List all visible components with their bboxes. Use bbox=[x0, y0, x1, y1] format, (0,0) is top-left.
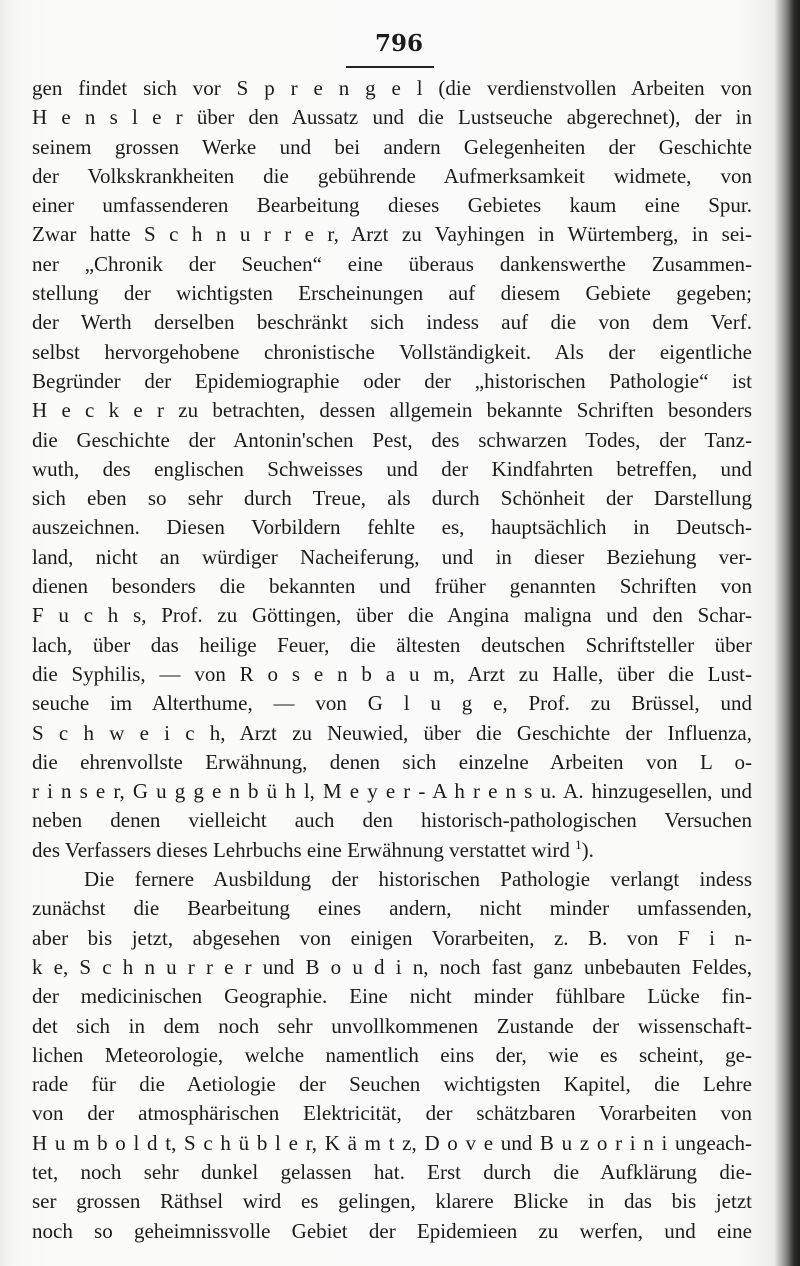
text-line: seinem grossen Werke und bei andern Gelegenheiten der Geschichte bbox=[32, 134, 752, 159]
text-line: H u m b o l d t, S c h ü b l e r, K ä m t z, D o v e und B u z o r i n i ungeach- bbox=[32, 1130, 752, 1155]
text-line-content: des Verfassers dieses Lehrbuchs eine Erwähnung verstattet wird bbox=[32, 837, 570, 862]
text-line: neben denen vielleicht auch den historisch-pathologischen Versuchen bbox=[32, 808, 752, 833]
text-line: der Volkskrankheiten die gebührende Aufmerksamkeit widmete, von bbox=[32, 163, 752, 188]
text-line: lichen Meteorologie, welche namentlich eins der, wie es scheint, ge- bbox=[32, 1042, 752, 1067]
text-line: r i n s e r, G u g g e n b ü h l, M e y e r - A h r e n s u. A. hinzugesellen, und bbox=[32, 779, 752, 804]
footnote-marker: 1 bbox=[575, 836, 582, 852]
text-line: Zwar hatte S c h n u r r e r, Arzt zu Vayhingen in Würtemberg, in sei- bbox=[32, 222, 752, 247]
text-line: F u c h s, Prof. zu Göttingen, über die Angina maligna und den Schar- bbox=[32, 603, 752, 628]
text-line: ser grossen Räthsel wird es gelingen, klarere Blicke in das bis jetzt bbox=[32, 1189, 752, 1214]
text-line: rade für die Aetiologie der Seuchen wichtigsten Kapitel, die Lehre bbox=[32, 1072, 752, 1097]
text-line: k e, S c h n u r r e r und B o u d i n, noch fast ganz unbebauten Feldes, bbox=[32, 954, 752, 979]
text-line: einer umfassenderen Bearbeitung dieses Gebietes kaum eine Spur. bbox=[32, 193, 752, 218]
text-line: gen findet sich vor S p r e n g e l (die verdienstvollen Arbeiten von bbox=[32, 76, 752, 100]
text-line: dienen besonders die bekannten und früher genannten Schriften von bbox=[32, 574, 752, 599]
text-line: die ehrenvollste Erwähnung, denen sich einzelne Arbeiten von L o- bbox=[32, 749, 752, 774]
body-text bbox=[32, 74, 752, 1246]
text-line: S c h w e i c h, Arzt zu Neuwied, über die Geschichte der Influenza, bbox=[32, 720, 752, 745]
text-line: ner „Chronik der Seuchen“ eine überaus dankenswerthe Zusammen- bbox=[32, 251, 752, 276]
paragraph-start-line: Die fernere Ausbildung der historischen Pathologie verlangt indess bbox=[84, 867, 752, 892]
text-line: land, nicht an würdiger Nacheiferung, und in dieser Beziehung ver- bbox=[32, 544, 752, 569]
text-line: aber bis jetzt, abgesehen von einigen Vorarbeiten, z. B. von F i n- bbox=[32, 925, 752, 950]
text-line: H e c k e r zu betrachten, dessen allgemein bekannte Schriften besonders bbox=[32, 398, 752, 423]
text-line: lach, über das heilige Feuer, die ältesten deutschen Schriftsteller über bbox=[32, 632, 752, 657]
text-line: det sich in dem noch sehr unvollkommenen Zustande der wissenschaft- bbox=[32, 1013, 752, 1038]
text-line: die Syphilis, — von R o s e n b a u m, Arzt zu Halle, über die Lust- bbox=[32, 661, 752, 686]
text-line: der Werth derselben beschränkt sich indess auf die von dem Verf. bbox=[32, 310, 752, 335]
text-line: Begründer der Epidemiographie oder der „historischen Pathologie“ ist bbox=[32, 368, 752, 393]
text-line: sich eben so sehr durch Treue, als durch Schönheit der Darstellung bbox=[32, 486, 752, 511]
text-line: seuche im Alterthume, — von G l u g e, Prof. zu Brüssel, und bbox=[32, 691, 752, 716]
text-line: von der atmosphärischen Elektricität, der schätzbaren Vorarbeiten von bbox=[32, 1101, 752, 1126]
text-line: stellung der wichtigsten Erscheinungen auf diesem Gebiete gegeben; bbox=[32, 281, 752, 306]
footnote-tail: ). bbox=[581, 837, 594, 862]
text-line: die Geschichte der Antonin'schen Pest, des schwarzen Todes, der Tanz- bbox=[32, 427, 752, 452]
text-line: wuth, des englischen Schweisses und der Kindfahrten betreffen, und bbox=[32, 456, 752, 481]
page-number: 796 bbox=[374, 30, 423, 57]
text-line: tet, noch sehr dunkel gelassen hat. Erst durch die Aufklärung die- bbox=[32, 1159, 752, 1184]
page-number-rule bbox=[346, 66, 434, 68]
text-line: zunächst die Bearbeitung eines andern, nicht minder umfassenden, bbox=[32, 896, 752, 921]
text-line: der medicinischen Geographie. Eine nicht minder fühlbare Lücke fin- bbox=[32, 984, 752, 1009]
paragraph-end-line bbox=[32, 836, 752, 865]
text-line: noch so geheimnissvolle Gebiet der Epidemieen zu werfen, und eine bbox=[32, 1218, 752, 1243]
text-line: selbst hervorgehobene chronistische Vollständigkeit. Als der eigentliche bbox=[32, 339, 752, 364]
text-line: auszeichnen. Diesen Vorbildern fehlte es, hauptsächlich in Deutsch- bbox=[32, 515, 752, 540]
text-line: H e n s l e r über den Aussatz und die Lustseuche abgerechnet), der in bbox=[32, 105, 752, 130]
